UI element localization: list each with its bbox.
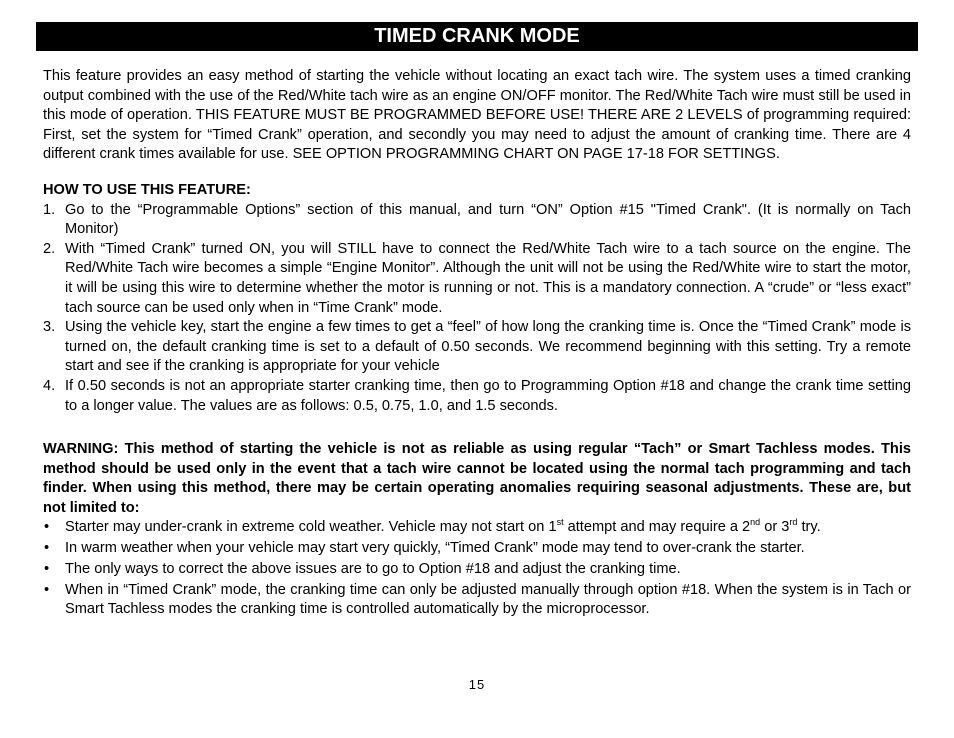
- bullet-item: [43, 539, 911, 559]
- step-text: Using the vehicle key, start the engine a few times to get a “feel” of how long the cranking time is. Once the “Timed Crank” mode is turned on, the default cranking time is set to a default of 0.50 seconds. We recommend beginning with this setting. Try a remote start and see if the cranking is appropriate for your vehicle: [65, 319, 911, 375]
- step-number: 2.: [43, 240, 56, 257]
- warning-paragraph: WARNING: This method of starting the vehicle is not as reliable as using regular “Tach” or Smart Tachless modes. This method should be used only in the event that a tach wire cannot be located using the normal tach programming and tach finder. When using this method, there may be certain operating anomalies requiring seasonal adjustments. These are, but not limited to:: [43, 441, 911, 516]
- bullet-item: [43, 518, 911, 538]
- howto-step: [43, 377, 911, 416]
- step-text: Go to the “Programmable Options” section of this manual, and turn “ON” Option #15 "Timed Crank". (It is normally on Tach Monitor): [65, 201, 911, 238]
- bullet-item: [43, 560, 911, 580]
- bullet-text-part: Starter may under-crank in extreme cold weather. Vehicle may not start on 1: [65, 519, 557, 536]
- bullet-icon: •: [44, 519, 50, 536]
- page-number: 15: [468, 677, 486, 692]
- bullet-text: The only ways to correct the above issues are to go to Option #18 and adjust the cranking time.: [65, 561, 681, 578]
- howto-step: [43, 318, 911, 377]
- bullet-icon: •: [44, 561, 50, 578]
- page-title: TIMED CRANK MODE: [36, 22, 918, 51]
- howto-steps-list: [43, 201, 911, 417]
- step-number: 4.: [43, 377, 56, 394]
- bullet-text: When in “Timed Crank” mode, the cranking time can only be adjusted manually through option #18. When the system is in Tach or Smart Tachless modes the cranking time is controlled automatically by the microprocessor.: [65, 581, 911, 618]
- bullet-text-part: or 3: [760, 519, 790, 536]
- ordinal-suffix: nd: [750, 517, 761, 528]
- document-body: [43, 67, 911, 621]
- step-number: 3.: [43, 319, 56, 336]
- bullet-text-part: try.: [797, 519, 821, 536]
- step-text: If 0.50 seconds is not an appropriate starter cranking time, then go to Programming Option #18 and change the crank time setting to a longer value. The values are as follows: 0.5, 0.75, 1.0, and 1.5 seconds.: [65, 377, 911, 414]
- bullet-text-part: attempt and may require a 2: [563, 519, 751, 536]
- step-text: With “Timed Crank” turned ON, you will STILL have to connect the Red/White Tach wire to a tach source on the engine. The Red/White Tach wire becomes a simple “Engine Monitor”. Although the unit will not be using the Red/White wire to start the motor, it will be using this wire to determine whether the motor is running or not. This is a mandatory connection. A “crude” or “less exact” tach source can be used only when in “Time Crank” mode.: [65, 240, 911, 316]
- howto-step: [43, 240, 911, 318]
- bullet-text: In warm weather when your vehicle may start very quickly, “Timed Crank” mode may tend to over-crank the starter.: [65, 540, 805, 557]
- intro-paragraph: This feature provides an easy method of starting the vehicle without locating an exact tach wire. The system uses a timed cranking output combined with the use of the Red/White tach wire as an engine ON/OFF monitor. The Red/White Tach wire must still be used in this mode of operation. THIS FEATURE MUST BE PROGRAMMED BEFORE USE! THERE ARE 2 LEVELS of programming required: First, set the system for “Timed Crank” operation, and secondly you may need to adjust the amount of cranking time. There are 4 different crank times available for use. SEE OPTION PROGRAMMING CHART ON PAGE 17-18 FOR SETTINGS.: [43, 68, 911, 163]
- ordinal-suffix: rd: [789, 517, 798, 528]
- step-number: 1.: [43, 201, 56, 218]
- anomalies-list: [43, 518, 911, 620]
- howto-heading: HOW TO USE THIS FEATURE:: [43, 181, 251, 198]
- howto-step: [43, 201, 911, 240]
- bullet-item: [43, 581, 911, 620]
- bullet-icon: •: [44, 540, 50, 557]
- ordinal-suffix: st: [556, 517, 564, 528]
- bullet-icon: •: [44, 581, 50, 598]
